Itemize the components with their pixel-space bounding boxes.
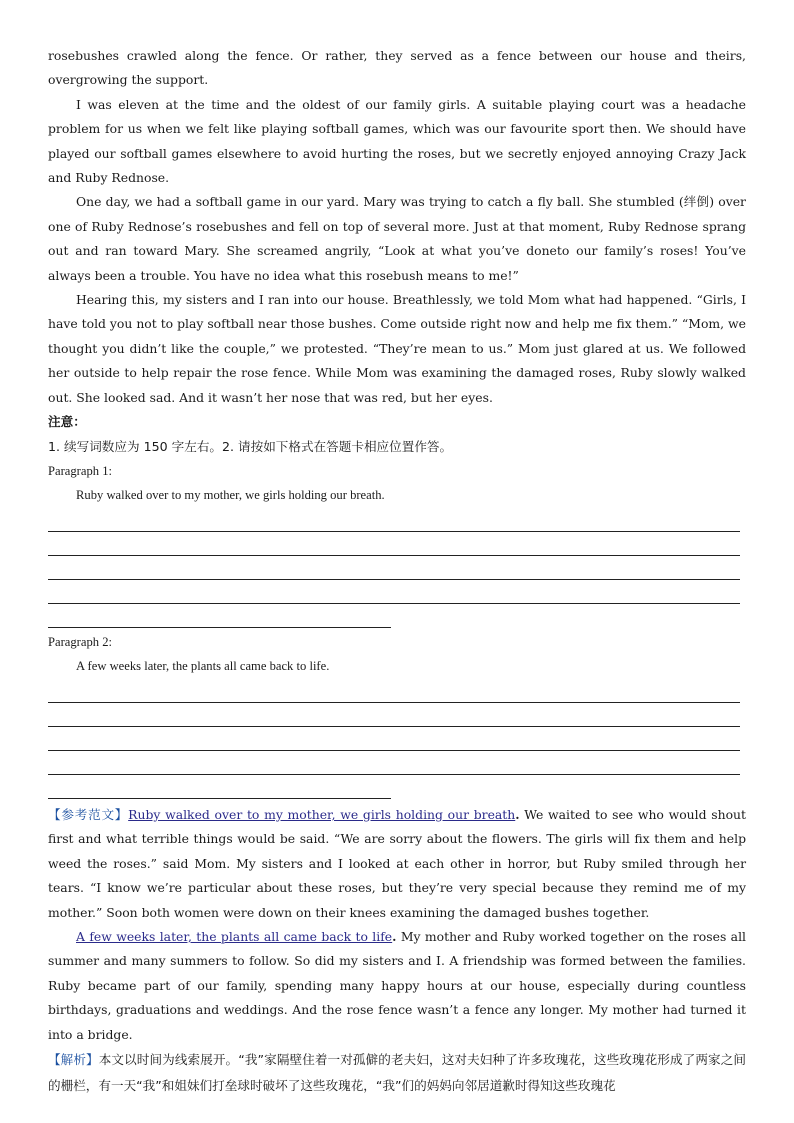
story-paragraph-1: I was eleven at the time and the oldest of our family girls. A suitable playing court was a headache problem for us when we felt like playing softball games, which was our favourite sport then. We should have played our softball games elsewhere to avoid hurting the roses, but we secretly enjoyed annoying Crazy Jack and Ruby Rednose. xyxy=(48,96,746,186)
paragraph1-label: Paragraph 1: xyxy=(48,463,112,478)
writing-line[interactable] xyxy=(48,580,740,604)
writing-line[interactable] xyxy=(48,508,740,532)
writing-line[interactable] xyxy=(48,532,740,556)
sample-paragraph-2 xyxy=(48,925,746,1047)
paragraph2-label: Paragraph 2: xyxy=(48,634,112,649)
analysis-text: 本文以时间为线索展开。“我”家隔壁住着一对孤僻的老夫妇，这对夫妇种了许多玫瑰花，这些玫瑰花形成了两家之间的栅栏，有一天“我”和姐妹们打垒球时破坏了这些玫瑰花，“我”们的妈妈向邻居道歉时得知这些玫瑰花 xyxy=(48,1051,746,1093)
paragraph1-starter: Ruby walked over to my mother, we girls holding our breath. xyxy=(76,488,385,503)
story-paragraph-3: Hearing this, my sisters and I ran into our house. Breathlessly, we told Mom what had happened. “Girls, I have told you not to play softball near those bushes. Come outside right now and help me fix them.” “Mom, we thought you didn’t like the couple,” we protested. “They’re mean to us.” Mom just glared at us. We followed her outside to help repair the rose fence. While Mom was examining the damaged roses, Ruby slowly walked out. She looked sad. And it wasn’t her nose that was red, but her eyes. xyxy=(48,292,746,405)
story-paragraph-0: rosebushes crawled along the fence. Or rather, they served as a fence between our house and theirs, overgrowing the support. xyxy=(48,48,746,88)
sample-lead-1: Ruby walked over to my mother, we girls holding our breath xyxy=(128,806,516,822)
sample-tag: 【参考范文】 xyxy=(48,806,129,822)
paragraph2-starter: A few weeks later, the plants all came back to life. xyxy=(76,659,330,674)
writing-line[interactable] xyxy=(48,604,391,628)
analysis-tag: 【解析】 xyxy=(48,1051,99,1067)
notes-text: 1. 续写词数应为 150 字左右。2. 请按如下格式在答题卡相应位置作答。 xyxy=(48,438,453,454)
story-paragraph-2: One day, we had a softball game in our yard. Mary was trying to catch a fly ball. She stumbled (绊倒) over one of Ruby Rednose’s rosebushes and fell on top of several more. Just at that moment, Ruby Rednose sprang out and ran toward Mary. She screamed angrily, “Look at what you’ve doneto our family’s roses! You’ve always been a trouble. You have no idea what this rosebush means to me!” xyxy=(48,194,746,283)
writing-line[interactable] xyxy=(48,727,740,751)
document-page xyxy=(48,44,746,1099)
sample-body-1: We waited to see who would shout first and what terrible things would be said. “We are sorry about the flowers. The girls will fix them and help weed the roses.” said Mom. My sisters and I looked at each other in horror, but Ruby smiled through her tears. “I know we’re particular about these roses, but they’re very special because they remind me of my mother.” Soon both women were down on their knees examining the damaged bushes together. xyxy=(48,806,746,920)
writing-line[interactable] xyxy=(48,556,740,580)
sample-dot-2: . xyxy=(392,928,397,944)
paragraph1-writing-lines xyxy=(48,508,746,628)
sample-body-2: My mother and Ruby worked together on the roses all summer and many summers to follow. So did my sisters and I. A friendship was formed between the families. Ruby became part of our family, spending many happy hours at our house, especially during countless birthdays, graduations and weddings. And the rose fence wasn’t a fence any longer. My mother had turned it into a bridge. xyxy=(48,928,747,1042)
sample-dot: . xyxy=(515,806,520,822)
writing-line[interactable] xyxy=(48,775,391,799)
notes-heading: 注意： xyxy=(48,414,86,430)
writing-line[interactable] xyxy=(48,751,740,775)
paragraph2-writing-lines xyxy=(48,679,746,799)
sample-paragraph-1 xyxy=(48,803,746,925)
sample-lead-2: A few weeks later, the plants all came back to life xyxy=(76,928,393,944)
writing-line[interactable] xyxy=(48,703,740,727)
writing-line[interactable] xyxy=(48,679,740,703)
analysis-paragraph xyxy=(48,1047,746,1099)
